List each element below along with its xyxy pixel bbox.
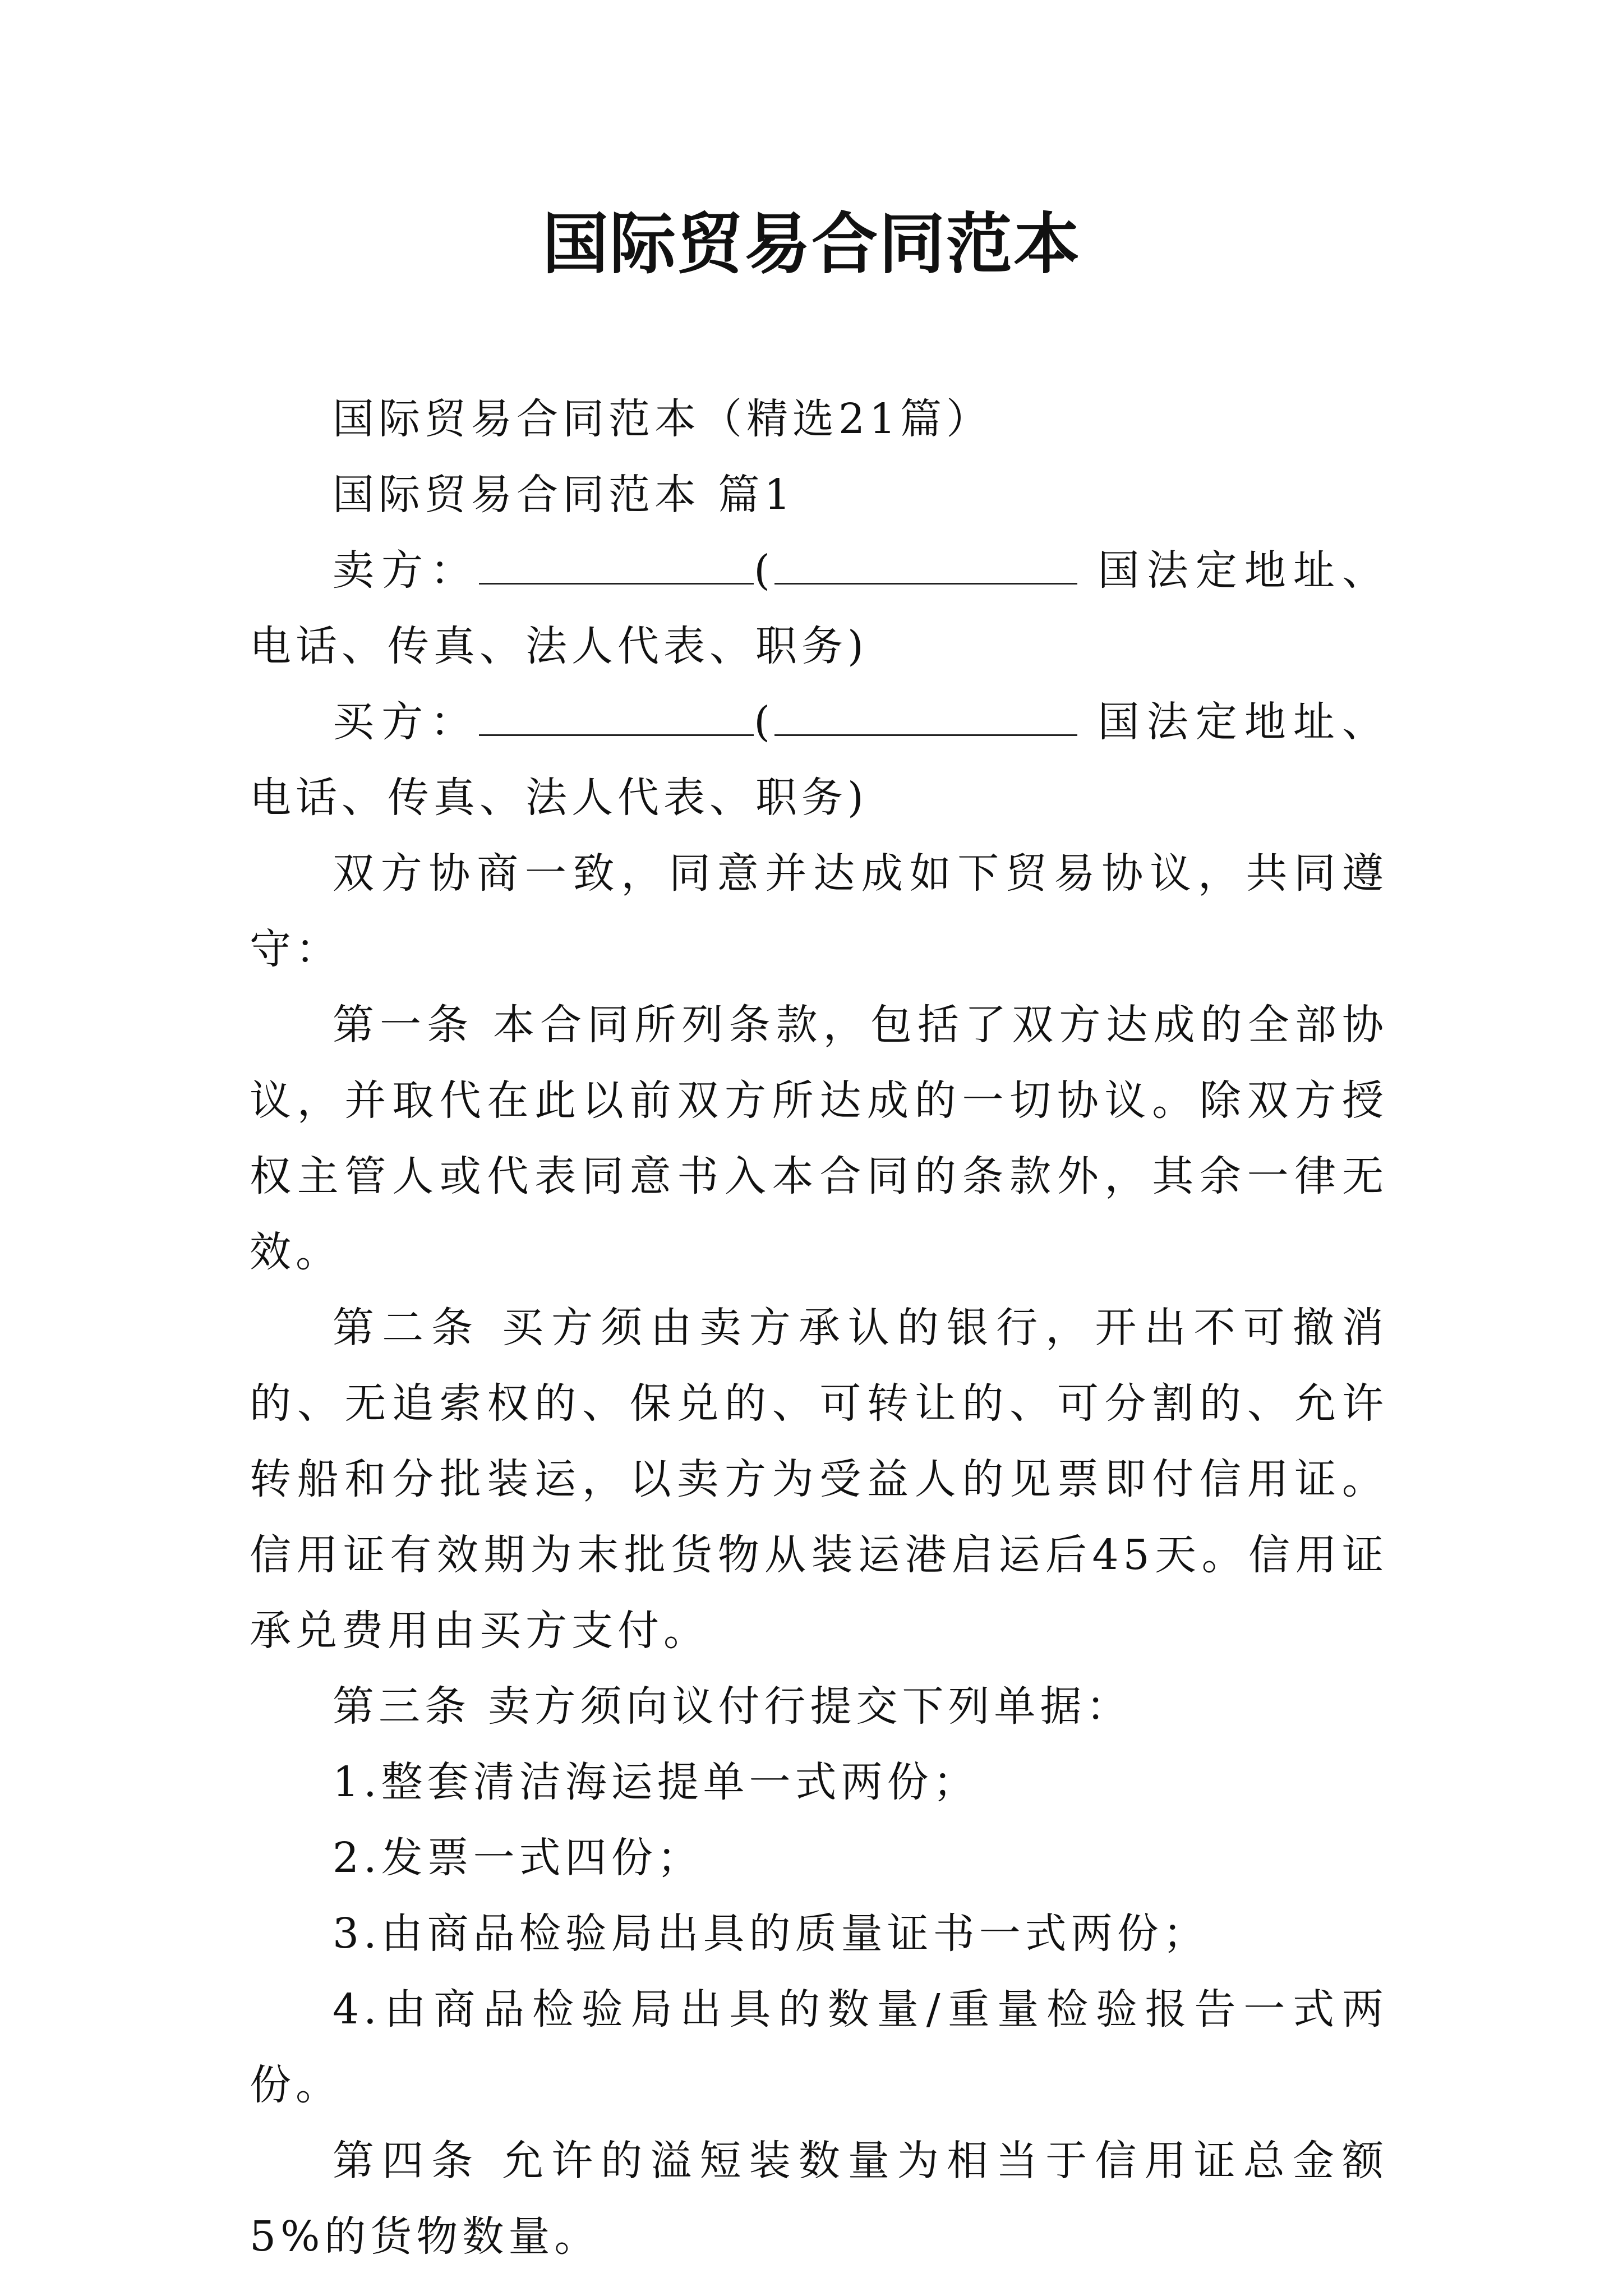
document-item-2: 2.发票一式四份； — [333, 1834, 703, 1882]
buyer-name-blank — [479, 687, 754, 736]
article-1: 第一条 本合同所列条款，包括了双方达成的全部协议，并取代在此以前双方所达成的一切协议。除双方授权主管人或代表同意书入本合同的条款外，其余一律无效。 — [250, 1001, 1388, 1276]
article-4: 第四条 允许的溢短装数量为相当于信用证总金额5%的货物数量。 — [250, 2137, 1388, 2261]
document-body — [250, 381, 1388, 2275]
article-3: 第三条 卖方须向议付行提交下列单据： — [333, 1682, 1132, 1731]
document-item-3: 3.由商品检验局出具的质量证书一式两份； — [333, 1910, 1209, 1958]
document-item-4: 4.由商品检验局出具的数量/重量检验报告一式两份。 — [250, 1985, 1388, 2109]
seller-country-blank — [774, 536, 1077, 585]
buyer-label: 买方： — [333, 698, 479, 746]
buyer-country-blank — [774, 687, 1077, 736]
subtitle: 国际贸易合同范本（精选21篇） — [333, 395, 993, 443]
buyer-open-paren: ( — [754, 698, 775, 746]
seller-details: 国法定地址、电话、传真、法人代表、职务) — [250, 546, 1389, 670]
seller-line — [250, 533, 1388, 684]
seller-label: 卖方： — [333, 546, 479, 595]
document-item-1: 1.整套清洁海运提单一式两份； — [333, 1758, 979, 1806]
buyer-details: 国法定地址、电话、传真、法人代表、职务) — [250, 698, 1389, 822]
seller-name-blank — [479, 536, 754, 585]
intro-paragraph: 双方协商一致，同意并达成如下贸易协议，共同遵守： — [250, 849, 1388, 973]
buyer-line — [250, 684, 1388, 836]
seller-open-paren: ( — [754, 546, 775, 595]
section-heading: 国际贸易合同范本 篇1 — [333, 471, 795, 519]
document-title: 国际贸易合同范本 — [542, 205, 1081, 283]
article-2: 第二条 买方须由卖方承认的银行，开出不可撤消的、无追索权的、保兑的、可转让的、可分割的、允许转船和分批装运，以卖方为受益人的见票即付信用证。信用证有效期为末批货物从装运港启运后45天。信用证承兑费用由买方支付。 — [250, 1304, 1388, 1655]
